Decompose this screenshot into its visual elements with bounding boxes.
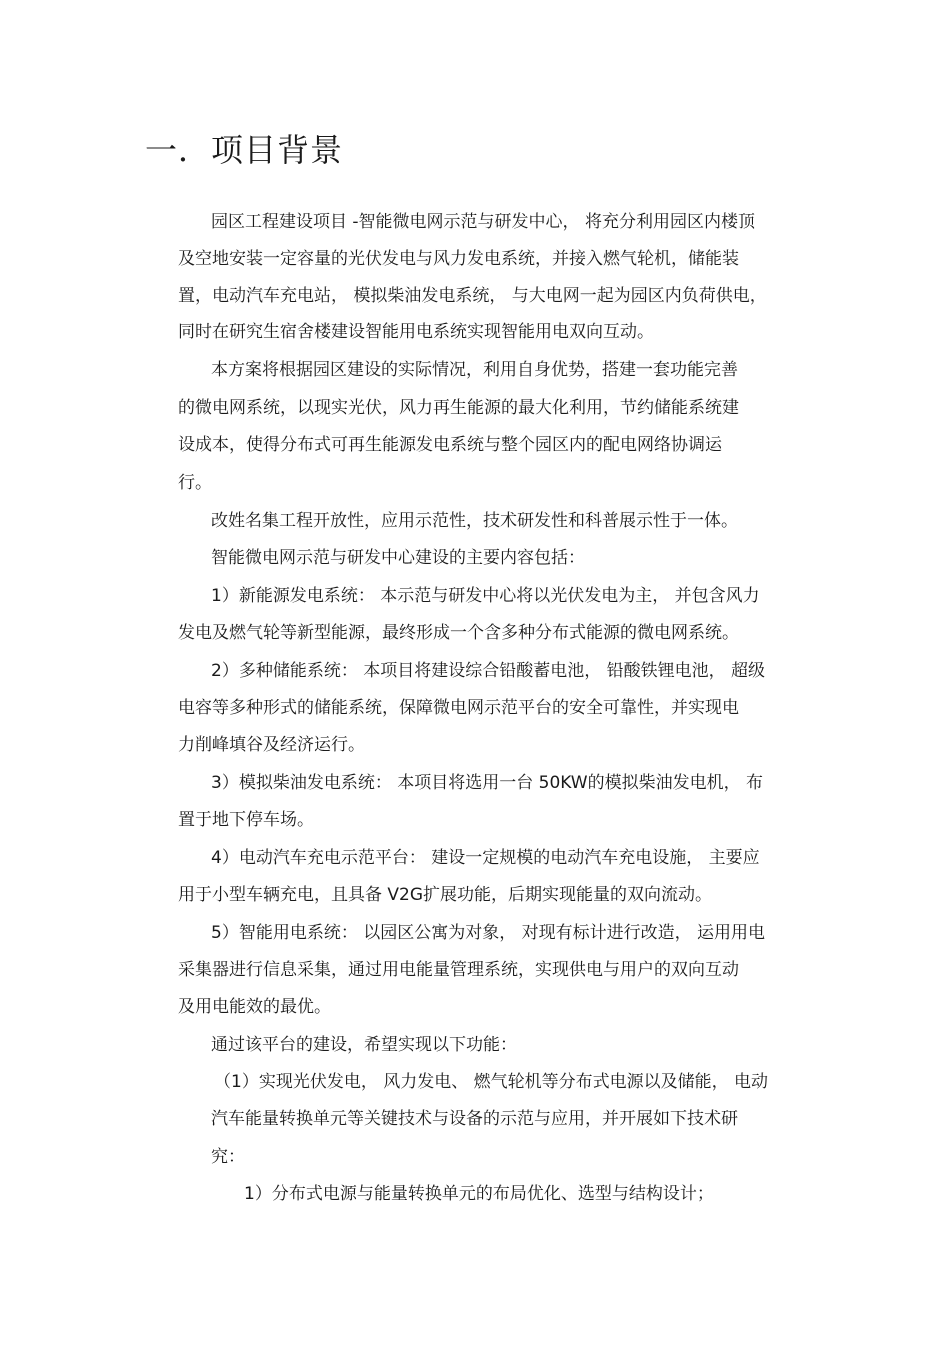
text-line: 置，电动汽车充电站， 模拟柴油发电系统， 与大电网一起为园区内负荷供电， <box>178 286 767 306</box>
text-line: 同时在研究生宿舍楼建设智能用电系统实现智能用电双向互动。 <box>178 322 654 342</box>
text-line: 及空地安装一定容量的光伏发电与风力发电系统，并接入燃气轮机，储能装 <box>178 249 739 269</box>
text-line: 本方案将根据园区建设的实际情况，利用自身优势，搭建一套功能完善 <box>211 360 738 380</box>
text-line: 3）模拟柴油发电系统： 本项目将选用一台 50KW的模拟柴油发电机， 布 <box>211 773 764 793</box>
text-line: 改姓名集工程开放性，应用示范性，技术研发性和科普展示性于一体。 <box>211 511 738 531</box>
text-line: 智能微电网示范与研发中心建设的主要内容包括： <box>211 548 585 568</box>
text-line: 5）智能用电系统： 以园区公寓为对象， 对现有标计进行改造， 运用用电 <box>211 923 766 943</box>
text-line: 电容等多种形式的储能系统，保障微电网示范平台的安全可靠性，并实现电 <box>178 698 739 718</box>
text-line: 采集器进行信息采集，通过用电能量管理系统，实现供电与用户的双向互动 <box>178 960 739 980</box>
text-line: 力削峰填谷及经济运行。 <box>178 735 365 755</box>
text-line: 行。 <box>178 473 212 493</box>
text-line: 汽车能量转换单元等关键技术与设备的示范与应用，并开展如下技术研 <box>211 1109 738 1129</box>
text-line: 用于小型车辆充电，且具备 V2G扩展功能，后期实现能量的双向流动。 <box>178 885 713 905</box>
text-line: 1）分布式电源与能量转换单元的布局优化、选型与结构设计； <box>244 1184 714 1204</box>
text-line: 置于地下停车场。 <box>178 810 314 830</box>
text-line: （1）实现光伏发电， 风力发电、 燃气轮机等分布式电源以及储能， 电动 <box>214 1072 769 1092</box>
text-line: 4）电动汽车充电示范平台： 建设一定规模的电动汽车充电设施， 主要应 <box>211 848 760 868</box>
text-line: 园区工程建设项目 -智能微电网示范与研发中心， 将充分利用园区内楼顶 <box>211 212 755 232</box>
text-line: 究： <box>211 1147 245 1167</box>
text-line: 1）新能源发电系统： 本示范与研发中心将以光伏发电为主， 并包含风力 <box>211 586 760 606</box>
text-line: 2）多种储能系统： 本项目将建设综合铅酸蓄电池， 铅酸铁锂电池， 超级 <box>211 661 766 681</box>
section-heading: 一．项目背景 <box>145 131 344 169</box>
text-line: 及用电能效的最优。 <box>178 997 331 1017</box>
text-line: 通过该平台的建设，希望实现以下功能： <box>211 1035 517 1055</box>
text-line: 的微电网系统，以现实光伏，风力再生能源的最大化利用，节约储能系统建 <box>178 398 739 418</box>
text-line: 发电及燃气轮等新型能源，最终形成一个含多种分布式能源的微电网系统。 <box>178 623 739 643</box>
text-line: 设成本，使得分布式可再生能源发电系统与整个园区内的配电网络协调运 <box>178 435 722 455</box>
